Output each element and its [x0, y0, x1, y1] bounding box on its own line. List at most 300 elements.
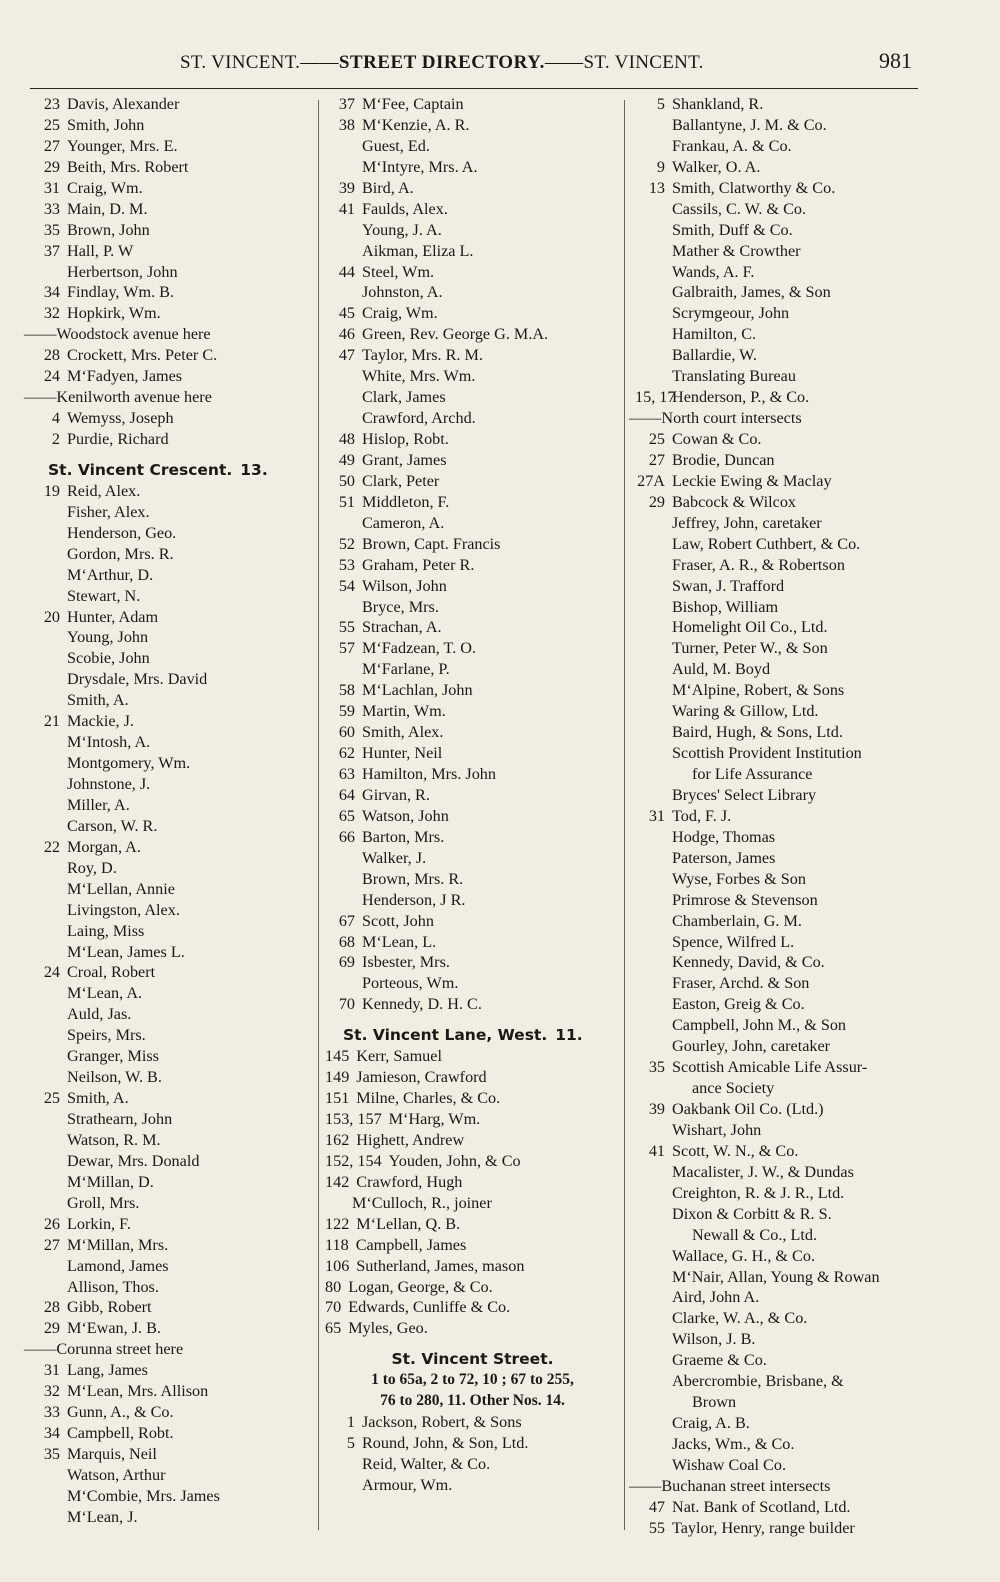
entry-name: Mather & Crowther: [672, 241, 801, 260]
entry-name: ——Buchanan street intersects: [629, 1476, 831, 1495]
directory-entry: [325, 1109, 620, 1130]
entry-name: Steel, Wm.: [362, 262, 435, 281]
running-title: [180, 52, 704, 74]
house-number: 29: [43, 1319, 60, 1338]
directory-entry: [30, 1004, 315, 1025]
directory-entry: [325, 136, 620, 157]
directory-entry: [30, 241, 315, 262]
house-number: 50: [338, 471, 355, 490]
house-number: 34: [43, 283, 60, 302]
directory-entry: [30, 1172, 315, 1193]
house-number: 9: [656, 157, 665, 176]
directory-entry: [30, 900, 315, 921]
directory-entry: [325, 827, 620, 848]
directory-entry: [30, 1318, 315, 1339]
house-number: 122: [325, 1214, 350, 1233]
directory-entry: [325, 1172, 620, 1193]
entry-name: Livingston, Alex.: [67, 900, 180, 919]
directory-entry: [325, 387, 620, 408]
entry-name: M‘Alpine, Robert, & Sons: [672, 681, 845, 700]
entry-name: M‘Fadyen, James: [67, 367, 183, 386]
entry-name: Crawford, Hugh: [356, 1172, 463, 1191]
directory-entry: [325, 722, 620, 743]
entry-name: Cowan & Co.: [672, 430, 762, 448]
house-number: 23: [43, 95, 60, 113]
house-number: 70: [338, 995, 355, 1014]
directory-entry: [325, 1318, 620, 1339]
entry-name: Craig, Wm.: [67, 178, 143, 197]
house-number: 44: [338, 262, 355, 281]
directory-entry: [30, 627, 315, 648]
directory-entry: [325, 806, 620, 827]
entry-name: Morgan, A.: [67, 837, 141, 856]
entry-name: Guest, Ed.: [362, 136, 430, 155]
house-number: 60: [338, 723, 355, 742]
directory-entry: [635, 1434, 930, 1455]
directory-entry: [325, 1454, 620, 1475]
house-number: 22: [43, 837, 60, 856]
section-ward-number: 13.: [240, 460, 268, 479]
house-number: 34: [43, 1424, 60, 1443]
directory-entry: [635, 952, 930, 973]
directory-entry: [325, 764, 620, 785]
entry-name: Ballardie, W.: [672, 346, 757, 365]
entry-name: Young, John: [67, 628, 149, 647]
house-number: 31: [43, 178, 60, 197]
directory-entry: [30, 544, 315, 565]
entry-name: Ballantyne, J. M. & Co.: [672, 115, 827, 134]
directory-entry: [635, 262, 930, 283]
directory-entry: [325, 680, 620, 701]
entry-name: Henderson, J R.: [362, 890, 466, 909]
directory-entry: [30, 816, 315, 837]
directory-entry: [325, 701, 620, 722]
page-header: [0, 48, 1000, 82]
directory-entry: [325, 1475, 620, 1496]
entry-name: Auld, M. Boyd: [672, 660, 771, 679]
entry-name: Logan, George, & Co.: [348, 1277, 493, 1296]
directory-entry: [635, 136, 930, 157]
entry-name: Bryces' Select Library: [672, 785, 817, 804]
entry-name: M‘Lean, J.: [67, 1507, 138, 1526]
entry-name: Scrymgeour, John: [672, 304, 790, 323]
entry-name: Translating Bureau: [672, 367, 796, 386]
house-number: 45: [338, 304, 355, 323]
directory-entry: [30, 1465, 315, 1486]
entry-name: Hall, P. W: [67, 241, 134, 260]
directory-entry: [635, 1329, 930, 1350]
directory-entry: [325, 1067, 620, 1088]
entry-name: Middleton, F.: [362, 492, 450, 511]
house-number: 24: [43, 963, 60, 982]
entry-name: Turner, Peter W., & Son: [672, 639, 828, 658]
entry-name: Smith, Alex.: [362, 723, 444, 742]
house-number: 27A: [637, 471, 665, 490]
entry-name: Edwards, Cunliffe & Co.: [348, 1298, 511, 1317]
directory-entry: [325, 262, 620, 283]
entry-name: Scottish Provident Institution: [672, 744, 862, 763]
directory-entry: [325, 324, 620, 345]
directory-entry: [635, 659, 930, 680]
directory-entry: [635, 94, 930, 115]
column-divider-1: [318, 100, 319, 1530]
directory-entry: [325, 303, 620, 324]
page-number: 981: [879, 48, 912, 73]
directory-entry: [635, 1392, 930, 1413]
house-number: 80: [325, 1277, 342, 1296]
entry-name: Groll, Mrs.: [67, 1193, 140, 1212]
entry-name: Campbell, John M., & Son: [672, 1016, 847, 1035]
directory-entry: [635, 282, 930, 303]
house-number: 62: [338, 744, 355, 763]
directory-entry: [325, 1256, 620, 1277]
intersection-note: [24, 1339, 315, 1360]
entry-name: Findlay, Wm. B.: [67, 283, 175, 302]
intersection-note: [629, 1476, 930, 1497]
directory-entry: [325, 785, 620, 806]
directory-entry: [635, 617, 930, 638]
section-heading: [325, 1025, 620, 1046]
entry-name: Frankau, A. & Co.: [672, 136, 792, 155]
directory-entry: [635, 1518, 930, 1539]
directory-entry: [30, 1402, 315, 1423]
house-number: 28: [43, 1298, 60, 1317]
entry-name: M‘Ewan, J. B.: [67, 1319, 161, 1338]
entry-name: Jeffrey, John, caretaker: [672, 513, 822, 532]
house-number: 47: [338, 346, 355, 365]
column-divider-2: [624, 100, 625, 1530]
directory-entry: [30, 366, 315, 387]
entry-name: Bryce, Mrs.: [362, 597, 439, 616]
entry-name: Swan, J. Trafford: [672, 576, 785, 595]
entry-name: Lang, James: [67, 1361, 148, 1380]
column-2: [325, 94, 620, 1496]
entry-name: ——North court intersects: [629, 409, 802, 428]
entry-name: Jacks, Wm., & Co.: [672, 1435, 795, 1453]
house-number: 59: [338, 702, 355, 721]
entry-name: Graham, Peter R.: [362, 555, 475, 574]
entry-name: Watson, R. M.: [67, 1130, 161, 1149]
directory-entry: [325, 848, 620, 869]
directory-entry: [30, 711, 315, 732]
house-number: 37: [338, 95, 355, 113]
entry-name: Law, Robert Cuthbert, & Co.: [672, 534, 861, 553]
directory-entry: [325, 1046, 620, 1067]
entry-name: Marquis, Neil: [67, 1445, 157, 1463]
house-number: 41: [338, 199, 355, 218]
entry-name: Newall & Co., Ltd.: [692, 1225, 817, 1244]
entry-name: Gourley, John, caretaker: [672, 1037, 831, 1056]
directory-entry: [30, 962, 315, 983]
column-1: [24, 94, 315, 1528]
entry-name: Oakbank Oil Co. (Ltd.): [672, 1100, 824, 1118]
directory-entry: [30, 858, 315, 879]
house-number: 63: [338, 765, 355, 783]
entry-name: Dixon & Corbitt & R. S.: [672, 1204, 832, 1223]
entry-name: M‘Lean, A.: [67, 984, 143, 1003]
directory-entry: [30, 837, 315, 858]
entry-name: Miller, A.: [67, 795, 130, 814]
directory-entry: [635, 638, 930, 659]
entry-name: Dewar, Mrs. Donald: [67, 1151, 200, 1170]
directory-entry: [635, 366, 930, 387]
directory-entry: [635, 199, 930, 220]
entry-name: Homelight Oil Co., Ltd.: [672, 618, 828, 637]
directory-entry: [30, 1088, 315, 1109]
house-number: 35: [43, 1445, 60, 1463]
directory-entry: [325, 241, 620, 262]
house-number: 25: [43, 1089, 60, 1108]
entry-name: M‘Kenzie, A. R.: [362, 115, 470, 134]
directory-entry: [635, 722, 930, 743]
house-number: 25: [43, 115, 60, 134]
entry-name: Carson, W. R.: [67, 816, 158, 835]
directory-entry: [30, 262, 315, 283]
column-3: [629, 94, 930, 1539]
directory-entry: [635, 1287, 930, 1308]
range-text: 1 to 65a, 2 to 72, 10 ; 67 to 255,: [371, 1371, 574, 1389]
house-number: 152, 154: [325, 1151, 382, 1170]
entry-name: Campbell, Robt.: [67, 1424, 174, 1443]
directory-entry: [30, 220, 315, 241]
entry-name: Kerr, Samuel: [356, 1047, 442, 1066]
section-heading: [30, 460, 315, 481]
entry-name: Croal, Robert: [67, 963, 156, 982]
entry-name: Abercrombie, Brisbane, &: [672, 1372, 844, 1391]
directory-entry: [635, 576, 930, 597]
directory-entry: [30, 1046, 315, 1067]
header-rule: [30, 88, 918, 89]
directory-entry: [325, 94, 620, 115]
entry-name: Hunter, Adam: [67, 607, 159, 626]
house-number: 53: [338, 555, 355, 574]
entry-name: Green, Rev. George G. M.A.: [362, 325, 549, 344]
entry-name: Brown, Mrs. R.: [362, 869, 464, 888]
entry-name: Laing, Miss: [67, 921, 145, 940]
directory-entry: [635, 450, 930, 471]
entry-name: Shankland, R.: [672, 95, 764, 113]
directory-entry: [30, 199, 315, 220]
entry-name: Baird, Hugh, & Sons, Ltd.: [672, 723, 843, 742]
entry-name: Stewart, N.: [67, 586, 141, 605]
entry-name: Wallace, G. H., & Co.: [672, 1246, 815, 1265]
directory-entry: [30, 1423, 315, 1444]
entry-name: M‘Combie, Mrs. James: [67, 1486, 220, 1505]
directory-entry: [635, 806, 930, 827]
entry-name: Lamond, James: [67, 1256, 169, 1275]
directory-entry: [30, 983, 315, 1004]
entry-name: Reid, Alex.: [67, 481, 141, 500]
house-number: 54: [338, 576, 355, 595]
entry-name: M‘Lachlan, John: [362, 681, 473, 700]
directory-entry: [325, 450, 620, 471]
entry-name: M‘Lean, James L.: [67, 942, 185, 961]
entry-name: Walker, O. A.: [672, 157, 761, 176]
entry-name: Speirs, Mrs.: [67, 1026, 146, 1045]
house-number: 33: [43, 199, 60, 218]
entry-name: Scobie, John: [67, 649, 150, 668]
house-number: 5: [346, 1434, 355, 1453]
entry-name: Watson, John: [362, 806, 449, 825]
entry-name: Gibb, Robert: [67, 1298, 152, 1317]
directory-entry: [30, 565, 315, 586]
directory-entry: [635, 1350, 930, 1371]
directory-entry: [635, 827, 930, 848]
house-number: 162: [325, 1130, 350, 1149]
directory-entry: [325, 743, 620, 764]
intersection-note: [629, 408, 930, 429]
directory-entry: [635, 429, 930, 450]
directory-entry: [30, 1235, 315, 1256]
house-number: 65: [325, 1319, 342, 1338]
directory-entry: [635, 1078, 930, 1099]
directory-entry: [635, 1141, 930, 1162]
directory-entry: [635, 890, 930, 911]
entry-name: Isbester, Mrs.: [362, 953, 450, 972]
directory-entry: [325, 492, 620, 513]
directory-entry: [325, 408, 620, 429]
directory-entry: [325, 890, 620, 911]
house-number: 41: [648, 1141, 665, 1160]
directory-entry: [635, 1246, 930, 1267]
house-number: 31: [648, 806, 665, 825]
entry-name: ance Society: [692, 1079, 775, 1098]
entry-name: Aird, John A.: [672, 1288, 760, 1307]
entry-name: M‘Nair, Allan, Young & Rowan: [672, 1267, 880, 1286]
house-number: 29: [648, 492, 665, 511]
directory-entry: [30, 523, 315, 544]
entry-name: Easton, Greig & Co.: [672, 995, 805, 1014]
header-left: ST. VINCENT.: [180, 52, 301, 73]
directory-entry: [30, 1297, 315, 1318]
directory-entry: [635, 1308, 930, 1329]
entry-name: Young, J. A.: [362, 220, 442, 239]
house-number: 1: [346, 1413, 355, 1432]
directory-entry: [30, 1277, 315, 1298]
entry-name: Myles, Geo.: [348, 1319, 428, 1338]
entry-name: Wemyss, Joseph: [67, 409, 174, 428]
entry-name: M‘Millan, D.: [67, 1172, 154, 1191]
house-number: 153, 157: [325, 1110, 382, 1128]
directory-entry: [30, 1214, 315, 1235]
entry-name: Johnston, A.: [362, 283, 443, 302]
entry-name: Gunn, A., & Co.: [67, 1403, 174, 1422]
entry-name: Henderson, Geo.: [67, 523, 177, 542]
directory-entry: [30, 115, 315, 136]
entry-name: Grant, James: [362, 450, 447, 469]
entry-name: Smith, John: [67, 115, 145, 134]
house-number: 58: [338, 681, 355, 700]
entry-name: Wilson, J. B.: [672, 1330, 756, 1349]
entry-name: Gordon, Mrs. R.: [67, 544, 174, 563]
directory-entry: [635, 115, 930, 136]
entry-name: Brown, John: [67, 220, 150, 239]
directory-entry: [30, 648, 315, 669]
entry-name: M‘Farlane, P.: [362, 660, 450, 679]
house-number: 26: [43, 1214, 60, 1233]
directory-entry: [635, 220, 930, 241]
house-number: 149: [325, 1068, 350, 1087]
entry-name: Taylor, Mrs. R. M.: [362, 346, 483, 365]
directory-entry: [635, 1015, 930, 1036]
entry-name: Macalister, J. W., & Dundas: [672, 1162, 854, 1181]
entry-name: M‘Lean, Mrs. Allison: [67, 1382, 209, 1401]
entry-name: Walker, J.: [362, 848, 427, 867]
directory-entry: [325, 513, 620, 534]
header-center: STREET DIRECTORY.: [338, 52, 545, 73]
entry-name: Kennedy, David, & Co.: [672, 953, 825, 972]
house-number: 49: [338, 450, 355, 469]
directory-entry: [635, 994, 930, 1015]
house-number: 32: [43, 304, 60, 323]
directory-entry: [30, 795, 315, 816]
directory-entry: [635, 303, 930, 324]
directory-entry: [325, 471, 620, 492]
directory-entry: [30, 607, 315, 628]
directory-entry: [635, 345, 930, 366]
house-number: 20: [43, 607, 60, 626]
directory-entry: [325, 1433, 620, 1454]
entry-name: Smith, Duff & Co.: [672, 220, 793, 239]
number-range: [325, 1370, 620, 1391]
house-number: 67: [338, 911, 355, 930]
directory-entry: [635, 492, 930, 513]
house-number: 35: [43, 220, 60, 239]
header-dash-right: ——: [544, 52, 584, 73]
house-number: 27: [648, 450, 665, 469]
entry-name: Bird, A.: [362, 178, 414, 197]
entry-name: Hodge, Thomas: [672, 827, 776, 846]
entry-name: ——Woodstock avenue here: [24, 325, 211, 344]
directory-entry: [635, 848, 930, 869]
directory-entry: [30, 1486, 315, 1507]
house-number: 5: [656, 95, 665, 113]
entry-name: Reid, Walter, & Co.: [362, 1455, 491, 1473]
directory-entry: [30, 1507, 315, 1528]
entry-name: Hopkirk, Wm.: [67, 304, 161, 323]
directory-entry: [30, 178, 315, 199]
entry-name: Purdie, Richard: [67, 430, 169, 448]
directory-entry: [30, 481, 315, 502]
directory-entry: [30, 282, 315, 303]
house-number: 69: [338, 953, 355, 972]
entry-name: Armour, Wm.: [362, 1475, 453, 1494]
entry-name: Babcock & Wilcox: [672, 492, 797, 511]
house-number: 13: [648, 178, 665, 197]
header-dash-left: ——: [300, 52, 339, 73]
directory-entry: [325, 157, 620, 178]
directory-entry: [30, 1360, 315, 1381]
house-number: 70: [325, 1298, 342, 1317]
entry-name: Clark, James: [362, 388, 446, 407]
entry-name: Highett, Andrew: [356, 1130, 465, 1149]
directory-entry: [635, 513, 930, 534]
directory-entry: [325, 638, 620, 659]
directory-entry: [635, 1162, 930, 1183]
entry-name: Wilson, John: [362, 576, 447, 595]
directory-entry: [325, 1088, 620, 1109]
house-number: 145: [325, 1047, 350, 1066]
directory-entry: [635, 157, 930, 178]
entry-name: Craig, A. B.: [672, 1414, 750, 1433]
entry-name: Fisher, Alex.: [67, 502, 150, 521]
directory-entry: [635, 555, 930, 576]
directory-entry: [30, 1109, 315, 1130]
directory-entry: [325, 282, 620, 303]
directory-entry: [635, 1204, 930, 1225]
entry-name: Jamieson, Crawford: [356, 1068, 487, 1087]
directory-entry: [325, 555, 620, 576]
